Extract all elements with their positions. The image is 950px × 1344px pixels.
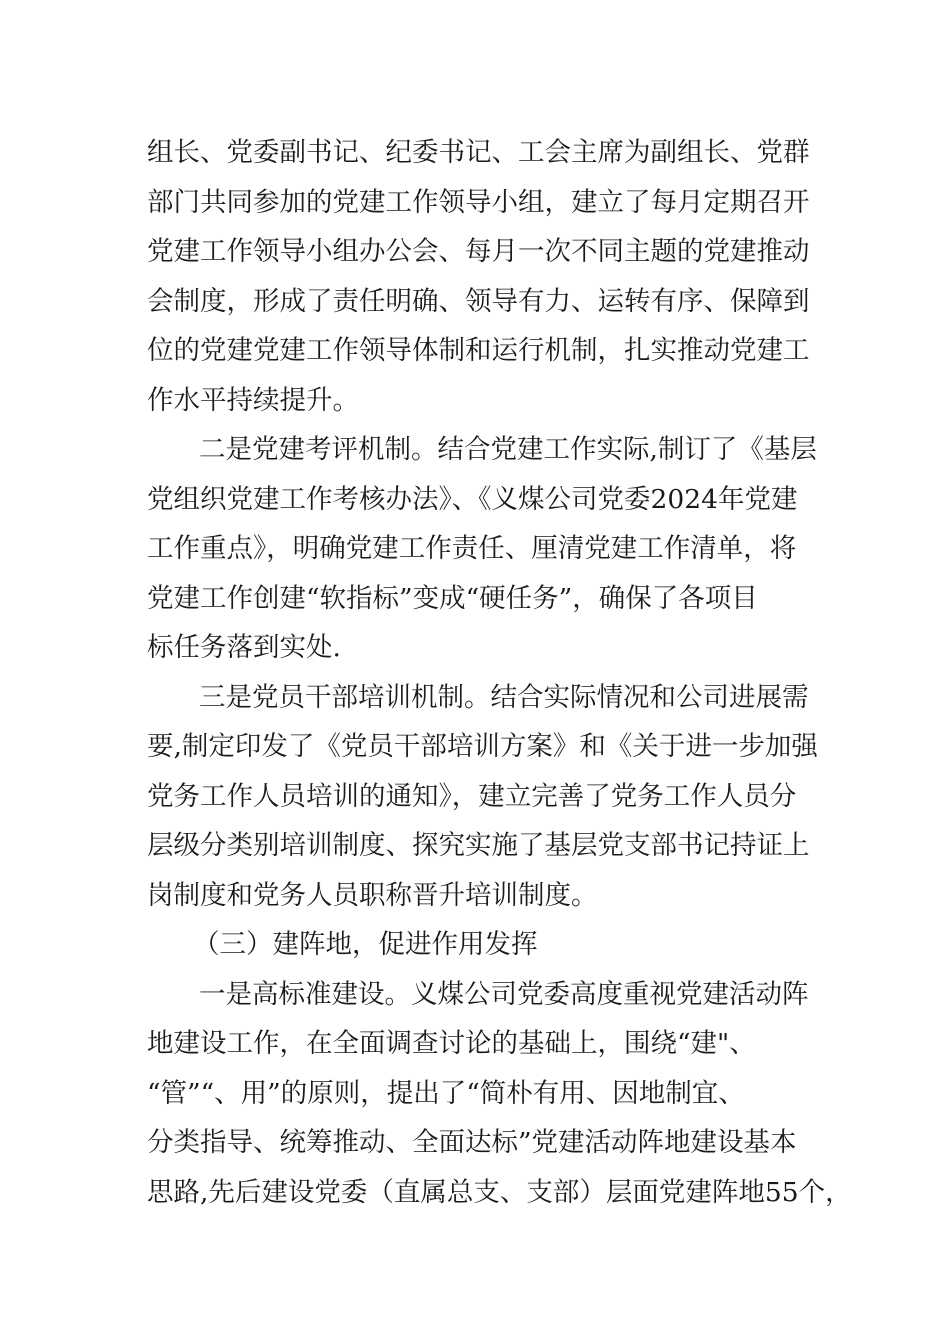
text-line: 分类指导、统筹推动、全面达标”党建活动阵地建设基本 bbox=[147, 1127, 797, 1158]
text-line: 党务工作人员培训的通知》，建立完善了党务工作人员分 bbox=[147, 780, 797, 812]
text-line: 位的党建党建工作领导体制和运行机制，扎实推动党建工 bbox=[147, 335, 810, 366]
text-line: 党建工作创建“软指标”变成“硬任务”，确保了各项目 bbox=[147, 582, 758, 614]
text-line: 地建设工作，在全面调查讨论的基础上，围绕“建"、 bbox=[147, 1028, 756, 1059]
text-line: 组长、党委副书记、纪委书记、工会主席为副组长、党群 bbox=[147, 137, 810, 168]
text-line: 工作重点》，明确党建工作责任、厘清党建工作清单，将 bbox=[147, 533, 797, 564]
text-line: “管”“、用”的原则，提出了“简朴有用、因地制宜、 bbox=[147, 1077, 745, 1109]
text-line: 要,制定印发了《党员干部培训方案》和《关于进一步加强 bbox=[147, 731, 818, 762]
section-heading: （三）建阵地，促进作用发挥 bbox=[193, 929, 538, 960]
paragraph-first-line: 三是党员干部培训机制。结合实际情况和公司进展需 bbox=[199, 681, 809, 713]
text-line: 党组织党建工作考核办法》、《义煤公司党委2024年党建 bbox=[147, 483, 798, 515]
document-body bbox=[147, 128, 852, 1217]
text-line: 部门共同参加的党建工作领导小组，建立了每月定期召开 bbox=[147, 186, 810, 218]
text-line: 作水平持续提升。 bbox=[147, 384, 359, 416]
text-line: 标任务落到实处. bbox=[147, 632, 341, 663]
paragraph-first-line: 一是高标准建设。义煤公司党委高度重视党建活动阵 bbox=[199, 978, 809, 1010]
text-line: 岗制度和党务人员职称晋升培训制度。 bbox=[147, 879, 598, 911]
text-line: 层级分类别培训制度、探究实施了基层党支部书记持证上 bbox=[147, 830, 810, 861]
text-line: 思路,先后建设党委（直属总支、支部）层面党建阵地55个， bbox=[147, 1176, 852, 1208]
text-line: 会制度，形成了责任明确、领导有力、运转有序、保障到 bbox=[147, 285, 810, 317]
text-line: 党建工作领导小组办公会、每月一次不同主题的党建推动 bbox=[147, 236, 810, 267]
paragraph-first-line: 二是党建考评机制。结合党建工作实际,制订了《基层 bbox=[199, 434, 817, 465]
